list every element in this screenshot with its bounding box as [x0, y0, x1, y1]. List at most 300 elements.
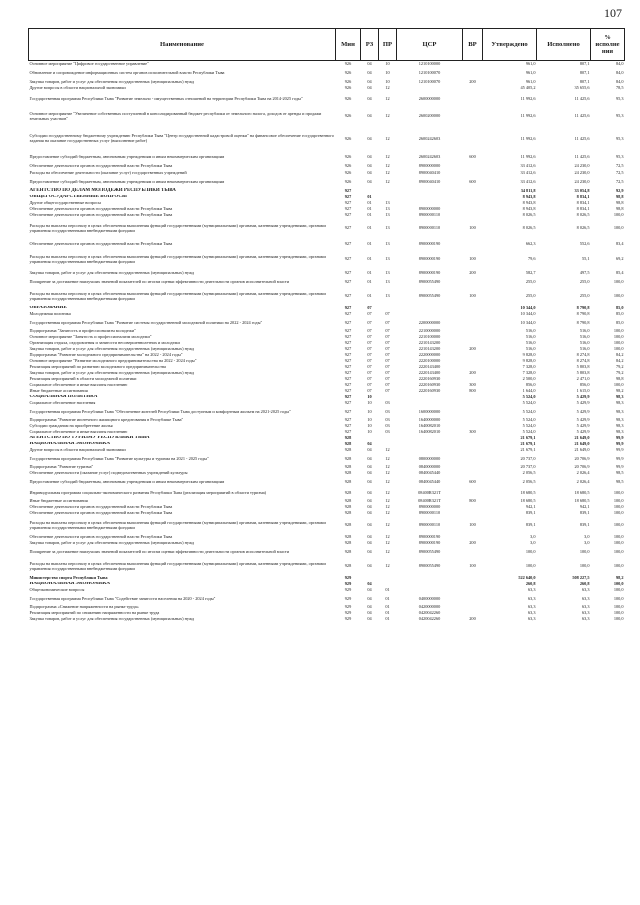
row-csr: 2600200000 [418, 113, 441, 119]
row-executed: 5 803,8 [576, 370, 590, 376]
row-name: Закупка товаров, работ и услуг для обеспечения государственных (муниципальных) нужд [29, 370, 195, 376]
row-csr: 1640082010 [418, 423, 441, 429]
row-executed: 11 425,6 [574, 153, 590, 159]
row-approved: 18 680,5 [520, 498, 536, 504]
row-executed: 8 274,8 [576, 358, 590, 364]
row-name: Обновление и сопровождение информационных систем органов исполнительной власти Республики Тыва [29, 69, 225, 75]
row-percent: 84,2 [615, 352, 624, 358]
table-row [29, 219, 625, 239]
row-executed: 11 425,6 [574, 95, 590, 101]
row-name: Предоставление субсидий бюджетным, автономным учреждениям и иным некоммерческим организациям [29, 178, 225, 184]
row-executed: 63,3 [581, 604, 590, 610]
row-pr: 12 [385, 498, 390, 504]
row-min: 927 [344, 305, 352, 311]
row-approved: 5 524,0 [522, 394, 536, 400]
row-csr: 0840045440 [418, 470, 441, 476]
row-percent: 99,9 [615, 447, 624, 453]
row-approved: 20 737,0 [520, 455, 536, 461]
row-percent: 72,5 [615, 162, 624, 168]
row-min: 927 [344, 429, 352, 435]
row-approved: 63,3 [527, 616, 536, 622]
row-vr [463, 127, 483, 152]
row-min: 926 [344, 95, 352, 101]
row-vr: 600 [469, 153, 476, 159]
row-percent: 99,9 [615, 441, 624, 447]
row-min: 927 [344, 423, 352, 429]
row-min: 926 [344, 169, 352, 175]
header-executed: Исполнено [537, 29, 591, 61]
table-body [29, 61, 625, 623]
row-approved: 522 640,0 [518, 575, 536, 581]
row-vr: 200 [469, 370, 476, 376]
row-percent: 98,3 [615, 429, 624, 435]
row-vr: 300 [469, 429, 476, 435]
row-executed: 1 615,0 [576, 388, 590, 394]
row-vr: 100 [469, 293, 476, 299]
row-min: 928 [344, 498, 352, 504]
row-vr [463, 454, 483, 465]
row-rz: 10 [367, 417, 372, 423]
row-percent: 98,3 [615, 417, 624, 423]
row-name: Поощрение за достижение наилучших значений показателей по итогам оценки эффективности деятельности органов исполнительной власти [29, 548, 290, 554]
row-approved: 8 943,8 [522, 194, 536, 200]
row-percent: 100,0 [613, 504, 624, 510]
table-row [29, 517, 625, 535]
row-rz: 07 [367, 346, 372, 352]
row-csr: 2220000000 [418, 352, 441, 358]
row-csr: 2220160930 [418, 376, 441, 382]
row-name: Обеспечение деятельности органов государственной власти Республики Тыва [29, 534, 173, 540]
row-pr: 07 [385, 364, 390, 370]
row-min: 926 [344, 85, 352, 91]
row-min: 927 [344, 319, 352, 325]
row-name: Подпрограмма "Развитие молодежного предпринимательства" на 2022 - 2024 годы" [29, 352, 183, 358]
row-csr: 8900040410 [418, 169, 441, 175]
row-pr: 13 [385, 240, 390, 246]
row-executed: 516,0 [579, 334, 590, 340]
row-percent: 98,8 [615, 206, 624, 212]
row-executed: 807,1 [579, 69, 590, 75]
row-pr: 03 [385, 429, 390, 435]
row-approved: 8 026,5 [522, 212, 536, 218]
row-executed: 516,0 [579, 328, 590, 334]
table-row [29, 79, 625, 86]
row-min: 929 [344, 581, 352, 587]
table-row [29, 270, 625, 277]
row-approved: 9 828,0 [522, 352, 536, 358]
row-csr: 8900055490 [418, 563, 441, 569]
row-executed: 5 429,9 [576, 394, 590, 400]
table-row [29, 277, 625, 288]
row-pr: 01 [385, 604, 390, 610]
row-min: 927 [344, 200, 352, 206]
row-executed: 8 026,5 [576, 225, 590, 231]
row-pr: 12 [385, 478, 390, 484]
row-vr: 100 [469, 563, 476, 569]
table-row [29, 617, 625, 623]
row-rz: 07 [367, 382, 372, 388]
row-rz: 04 [367, 587, 372, 593]
row-rz: 04 [367, 563, 372, 569]
row-rz: 01 [367, 225, 372, 231]
row-min: 927 [344, 269, 352, 275]
row-csr: 0400000000 [418, 595, 441, 601]
row-csr: 0420042260 [418, 610, 441, 616]
row-name: Другие общегосударственные вопросы [29, 200, 101, 206]
row-name: Реализация мероприятий по снижению напряженности на рынке труда [29, 610, 160, 616]
row-rz: 04 [367, 616, 372, 622]
row-name: Государственная программа Республики Тыва "Развитие системы государственной молодежной политики на 2022 - 2024 годы" [29, 319, 263, 325]
row-executed: 8 834,1 [576, 206, 590, 212]
page-number: 107 [604, 6, 622, 20]
row-rz: 04 [367, 470, 372, 476]
row-approved: 9 828,0 [522, 358, 536, 364]
row-percent: 84,0 [615, 69, 624, 75]
row-percent: 72,5 [615, 169, 624, 175]
row-pr: 12 [385, 135, 390, 141]
row-name: Закупка товаров, работ и услуг для обеспечения государственных (муниципальных) нужд [29, 540, 195, 546]
row-name: Основное мероприятие "Цифровое государственное управление" [29, 60, 149, 66]
row-pr: 07 [385, 328, 390, 334]
table-row [29, 250, 625, 270]
row-vr [463, 163, 483, 170]
row-rz: 04 [367, 153, 372, 159]
row-percent: 100,0 [613, 587, 624, 593]
row-executed: 5 429,9 [576, 417, 590, 423]
row-pr: 07 [385, 340, 390, 346]
row-executed: 8 026,5 [576, 212, 590, 218]
row-approved: 21 679,1 [520, 447, 536, 453]
row-rz: 04 [367, 522, 372, 528]
row-pr: 13 [385, 269, 390, 275]
row-rz: 01 [367, 240, 372, 246]
row-csr: 8900000190 [418, 540, 441, 546]
row-min: 927 [344, 334, 352, 340]
row-min: 927 [344, 187, 352, 193]
row-executed: 21 649,0 [574, 435, 590, 441]
row-percent: 100,0 [613, 534, 624, 540]
row-percent: 92,9 [615, 187, 624, 193]
row-percent: 98,8 [615, 194, 624, 200]
row-executed: 508 227,5 [572, 575, 590, 581]
row-approved: 582,7 [525, 269, 536, 275]
row-rz: 04 [367, 60, 372, 66]
row-rz: 07 [367, 328, 372, 334]
row-min: 926 [344, 113, 352, 119]
row-executed: 2 471,0 [576, 376, 590, 382]
row-rz: 04 [367, 113, 372, 119]
row-approved: 856,0 [525, 382, 536, 388]
row-rz: 01 [367, 212, 372, 218]
row-approved: 10 344,0 [520, 305, 536, 311]
row-executed: 497,5 [579, 269, 590, 275]
table-row [29, 127, 625, 152]
row-min: 928 [344, 447, 352, 453]
row-min: 927 [344, 212, 352, 218]
row-name: АГЕНТСТВО ПО ДЕЛАМ МОЛОДЕЖИ РЕСПУБЛИКИ ТЫВА [29, 187, 176, 193]
row-percent: 98,3 [615, 394, 624, 400]
row-executed: 255,0 [579, 293, 590, 299]
row-csr: 8900000110 [418, 225, 441, 231]
row-csr: 2210143200 [418, 340, 441, 346]
row-executed: 63,3 [581, 595, 590, 601]
row-percent: 100,0 [613, 278, 624, 284]
row-pr: 13 [385, 293, 390, 299]
row-pr: 12 [385, 522, 390, 528]
row-pr: 07 [385, 346, 390, 352]
row-min: 928 [344, 470, 352, 476]
row-name: СОЦИАЛЬНАЯ ПОЛИТИКА [29, 394, 98, 400]
row-name: Основное мероприятие "Увеличение собственных поступлений в консолидированный бюджет республики от земельного налога, доходов от аренды и продажи земельных участков" [29, 110, 322, 121]
row-approved: 5 524,0 [522, 423, 536, 429]
row-executed: 24 230,0 [574, 162, 590, 168]
row-name: Закупка товаров, работ и услуг для обеспечения государственных (муниципальных) нужд [29, 346, 195, 352]
row-percent: 100,0 [613, 522, 624, 528]
row-percent: 85,0 [615, 305, 624, 311]
row-csr: 2220160930 [418, 382, 441, 388]
row-percent: 83,4 [615, 240, 624, 246]
row-csr: 2220143400 [418, 370, 441, 376]
row-executed: 20 706,9 [574, 455, 590, 461]
row-rz: 04 [367, 169, 372, 175]
row-executed: 55,1 [581, 256, 590, 262]
row-min: 927 [344, 278, 352, 284]
row-percent: 98,8 [615, 376, 624, 382]
row-name: Обеспечение деятельности органов государственной власти Республики Тыва [29, 162, 173, 168]
row-rz: 07 [367, 388, 372, 394]
row-pr: 12 [385, 153, 390, 159]
row-min: 926 [344, 60, 352, 66]
row-rz: 04 [367, 489, 372, 495]
row-name: Расходы на выплаты персоналу в целях обеспечения выполнения функций государственными (муниципальными) органами, казенными учреждениями, органами управления государственными внебюджетными фондами [29, 222, 326, 233]
row-csr: 8900000110 [418, 510, 441, 516]
row-rz: 07 [367, 358, 372, 364]
row-csr: 1210100000 [418, 60, 441, 66]
table-row [29, 477, 625, 488]
row-pr: 12 [385, 548, 390, 554]
row-approved: 11 992,6 [520, 113, 536, 119]
row-percent: 100,0 [613, 334, 624, 340]
row-name: Основное мероприятие "Занятость и профессионализм молодежи" [29, 334, 152, 340]
row-min: 927 [344, 417, 352, 423]
row-vr: 800 [469, 498, 476, 504]
table-row [29, 558, 625, 576]
row-min: 929 [344, 575, 352, 581]
row-csr: 8900055490 [418, 293, 441, 299]
row-percent: 98,3 [615, 423, 624, 429]
row-csr: 2210000000 [418, 328, 441, 334]
row-vr: 200 [469, 616, 476, 622]
row-approved: 11 992,6 [520, 135, 536, 141]
row-approved: 516,0 [525, 346, 536, 352]
row-csr: 8900055490 [418, 548, 441, 554]
header-approved: Утверждено [483, 29, 537, 61]
row-name: ОБЩЕГОСУДАРСТВЕННЫЕ ВОПРОСЫ [29, 194, 127, 200]
table-row [29, 163, 625, 170]
row-csr: 0420000000 [418, 604, 441, 610]
row-percent: 100,0 [613, 563, 624, 569]
row-csr: 0800000000 [418, 455, 441, 461]
row-vr: 600 [469, 178, 476, 184]
row-percent: 84,2 [615, 358, 624, 364]
row-pr: 01 [385, 587, 390, 593]
row-csr: 0420042260 [418, 616, 441, 622]
row-csr: 1600000000 [418, 408, 441, 414]
row-rz: 10 [367, 429, 372, 435]
row-csr: 8900000000 [418, 162, 441, 168]
row-approved: 255,0 [525, 278, 536, 284]
row-min: 929 [344, 604, 352, 610]
row-vr: 600 [469, 478, 476, 484]
row-percent: 98,8 [615, 200, 624, 206]
row-percent: 98,5 [615, 470, 624, 476]
row-approved: 45 405,2 [520, 85, 536, 91]
row-pr: 12 [385, 534, 390, 540]
row-approved: 3,0 [530, 534, 536, 540]
row-pr: 13 [385, 206, 390, 212]
header-csr: ЦСР [397, 29, 463, 61]
row-executed: 8 834,1 [576, 200, 590, 206]
row-percent: 95,3 [615, 95, 624, 101]
row-executed: 8 834,1 [576, 194, 590, 200]
row-name: Обеспечение деятельности органов государственной власти Республики Тыва [29, 240, 173, 246]
row-approved: 11 992,6 [520, 95, 536, 101]
row-percent: 98,5 [615, 478, 624, 484]
row-vr [463, 594, 483, 605]
row-pr: 12 [385, 85, 390, 91]
row-csr: 2220143400 [418, 364, 441, 370]
header-percent: % исполне ния [591, 29, 625, 61]
row-pr: 10 [385, 69, 390, 75]
row-csr: 2600242603 [418, 153, 441, 159]
table-row [29, 547, 625, 558]
row-min: 929 [344, 595, 352, 601]
row-pr: 12 [385, 455, 390, 461]
header-name: Наименование [29, 29, 336, 61]
row-executed: 18 680,5 [574, 498, 590, 504]
row-csr: 2220160930 [418, 388, 441, 394]
row-pr: 12 [385, 95, 390, 101]
row-min: 927 [344, 240, 352, 246]
row-name: Общеэкономические вопросы [29, 587, 85, 593]
row-approved: 11 992,6 [520, 153, 536, 159]
row-name: Министерство спорта Республики Тыва [29, 575, 108, 581]
row-min: 927 [344, 376, 352, 382]
row-csr: 8900000190 [418, 534, 441, 540]
row-name: Обеспечение деятельности органов государственной власти Республики Тыва [29, 510, 173, 516]
row-executed: 5 429,9 [576, 400, 590, 406]
row-name: Индивидуальная программа социально-экономического развития Республики Тыва (реализация мероприятий в области туризма) [29, 489, 267, 495]
row-rz: 04 [367, 455, 372, 461]
row-approved: 10 344,0 [520, 319, 536, 325]
row-csr: 8900000110 [418, 212, 441, 218]
row-min: 927 [344, 408, 352, 414]
row-executed: 20 706,9 [574, 464, 590, 470]
row-name: Закупка товаров, работ и услуг для обеспечения государственных (муниципальных) нужд [29, 269, 195, 275]
row-min: 929 [344, 616, 352, 622]
table-row [29, 177, 625, 188]
row-percent: 95,3 [615, 135, 624, 141]
table-row [29, 239, 625, 250]
row-name: НАЦИОНАЛЬНАЯ ЭКОНОМИКА [29, 581, 110, 587]
row-vr: 200 [469, 540, 476, 546]
row-min: 927 [344, 346, 352, 352]
row-csr: 08400R321T [418, 489, 441, 495]
row-pr: 03 [385, 417, 390, 423]
row-executed: 8 790,8 [576, 319, 590, 325]
row-rz: 04 [367, 510, 372, 516]
row-approved: 3,0 [530, 540, 536, 546]
header-vr: ВР [463, 29, 483, 61]
row-vr: 100 [469, 522, 476, 528]
row-vr [463, 239, 483, 250]
row-approved: 33 412,6 [520, 162, 536, 168]
row-pr: 07 [385, 352, 390, 358]
row-approved: 961,0 [525, 69, 536, 75]
row-rz: 01 [367, 200, 372, 206]
row-rz: 04 [367, 498, 372, 504]
row-rz: 04 [367, 534, 372, 540]
row-name: Обеспечение деятельности органов государственной власти Республики Тыва [29, 504, 173, 510]
row-name: АГЕНТСТВО ПО ТУРИЗМУ РЕСПУБЛИКИ ТЫВА [29, 435, 150, 441]
row-approved: 100,0 [525, 563, 536, 569]
row-executed: 807,1 [579, 60, 590, 66]
row-executed: 11 425,6 [574, 113, 590, 119]
row-rz: 10 [367, 408, 372, 414]
row-min: 926 [344, 153, 352, 159]
table-row [29, 288, 625, 306]
row-executed: 839,1 [579, 510, 590, 516]
row-approved: 5 524,0 [522, 400, 536, 406]
row-min: 927 [344, 394, 352, 400]
row-approved: 33 412,6 [520, 178, 536, 184]
row-vr: 200 [469, 269, 476, 275]
row-pr: 12 [385, 563, 390, 569]
row-min: 928 [344, 504, 352, 510]
row-rz: 07 [367, 376, 372, 382]
row-approved: 7 328,0 [522, 370, 536, 376]
row-pr [379, 188, 397, 195]
row-name: Государственная программа Республики Тыва "Развитие земельно - имущественных отношений на территории Республики Тыва на 2014-2025 годы" [29, 95, 303, 101]
row-executed: 18 680,5 [574, 489, 590, 495]
row-min: 928 [344, 435, 352, 441]
row-csr: 1640082010 [418, 429, 441, 435]
row-name: Обеспечение деятельности органов государственной власти Республики Тыва [29, 212, 173, 218]
row-percent: 84,0 [615, 78, 624, 84]
row-executed: 8 274,8 [576, 352, 590, 358]
table-row [29, 318, 625, 329]
row-min: 928 [344, 563, 352, 569]
row-rz: 01 [367, 278, 372, 284]
row-approved: 79,6 [527, 256, 536, 262]
row-csr: 8900000110 [418, 522, 441, 528]
row-pr: 13 [385, 256, 390, 262]
row-executed: 5 803,8 [576, 364, 590, 370]
row-approved: 20 737,0 [520, 464, 536, 470]
row-approved: 33 412,6 [520, 169, 536, 175]
row-pr: 03 [385, 423, 390, 429]
row-name: Обеспечение деятельности органов государственной власти Республики Тыва [29, 206, 173, 212]
row-percent: 72,5 [615, 178, 624, 184]
table-row [29, 488, 625, 499]
row-percent: 85,0 [615, 319, 624, 325]
row-percent: 100,0 [613, 293, 624, 299]
row-name: Субсидии государственному бюджетному учреждению Республики Тыва "Центр государственной кадастровой оценки" на финансовое обеспечение государственного задания на оказание государственных услуг (выполнение работ) [29, 133, 334, 143]
row-csr: 2200000000 [418, 319, 441, 325]
row-name: Иные бюджетные ассигнования [29, 388, 88, 394]
row-rz: 04 [367, 78, 372, 84]
row-csr: 8900055490 [418, 278, 441, 284]
